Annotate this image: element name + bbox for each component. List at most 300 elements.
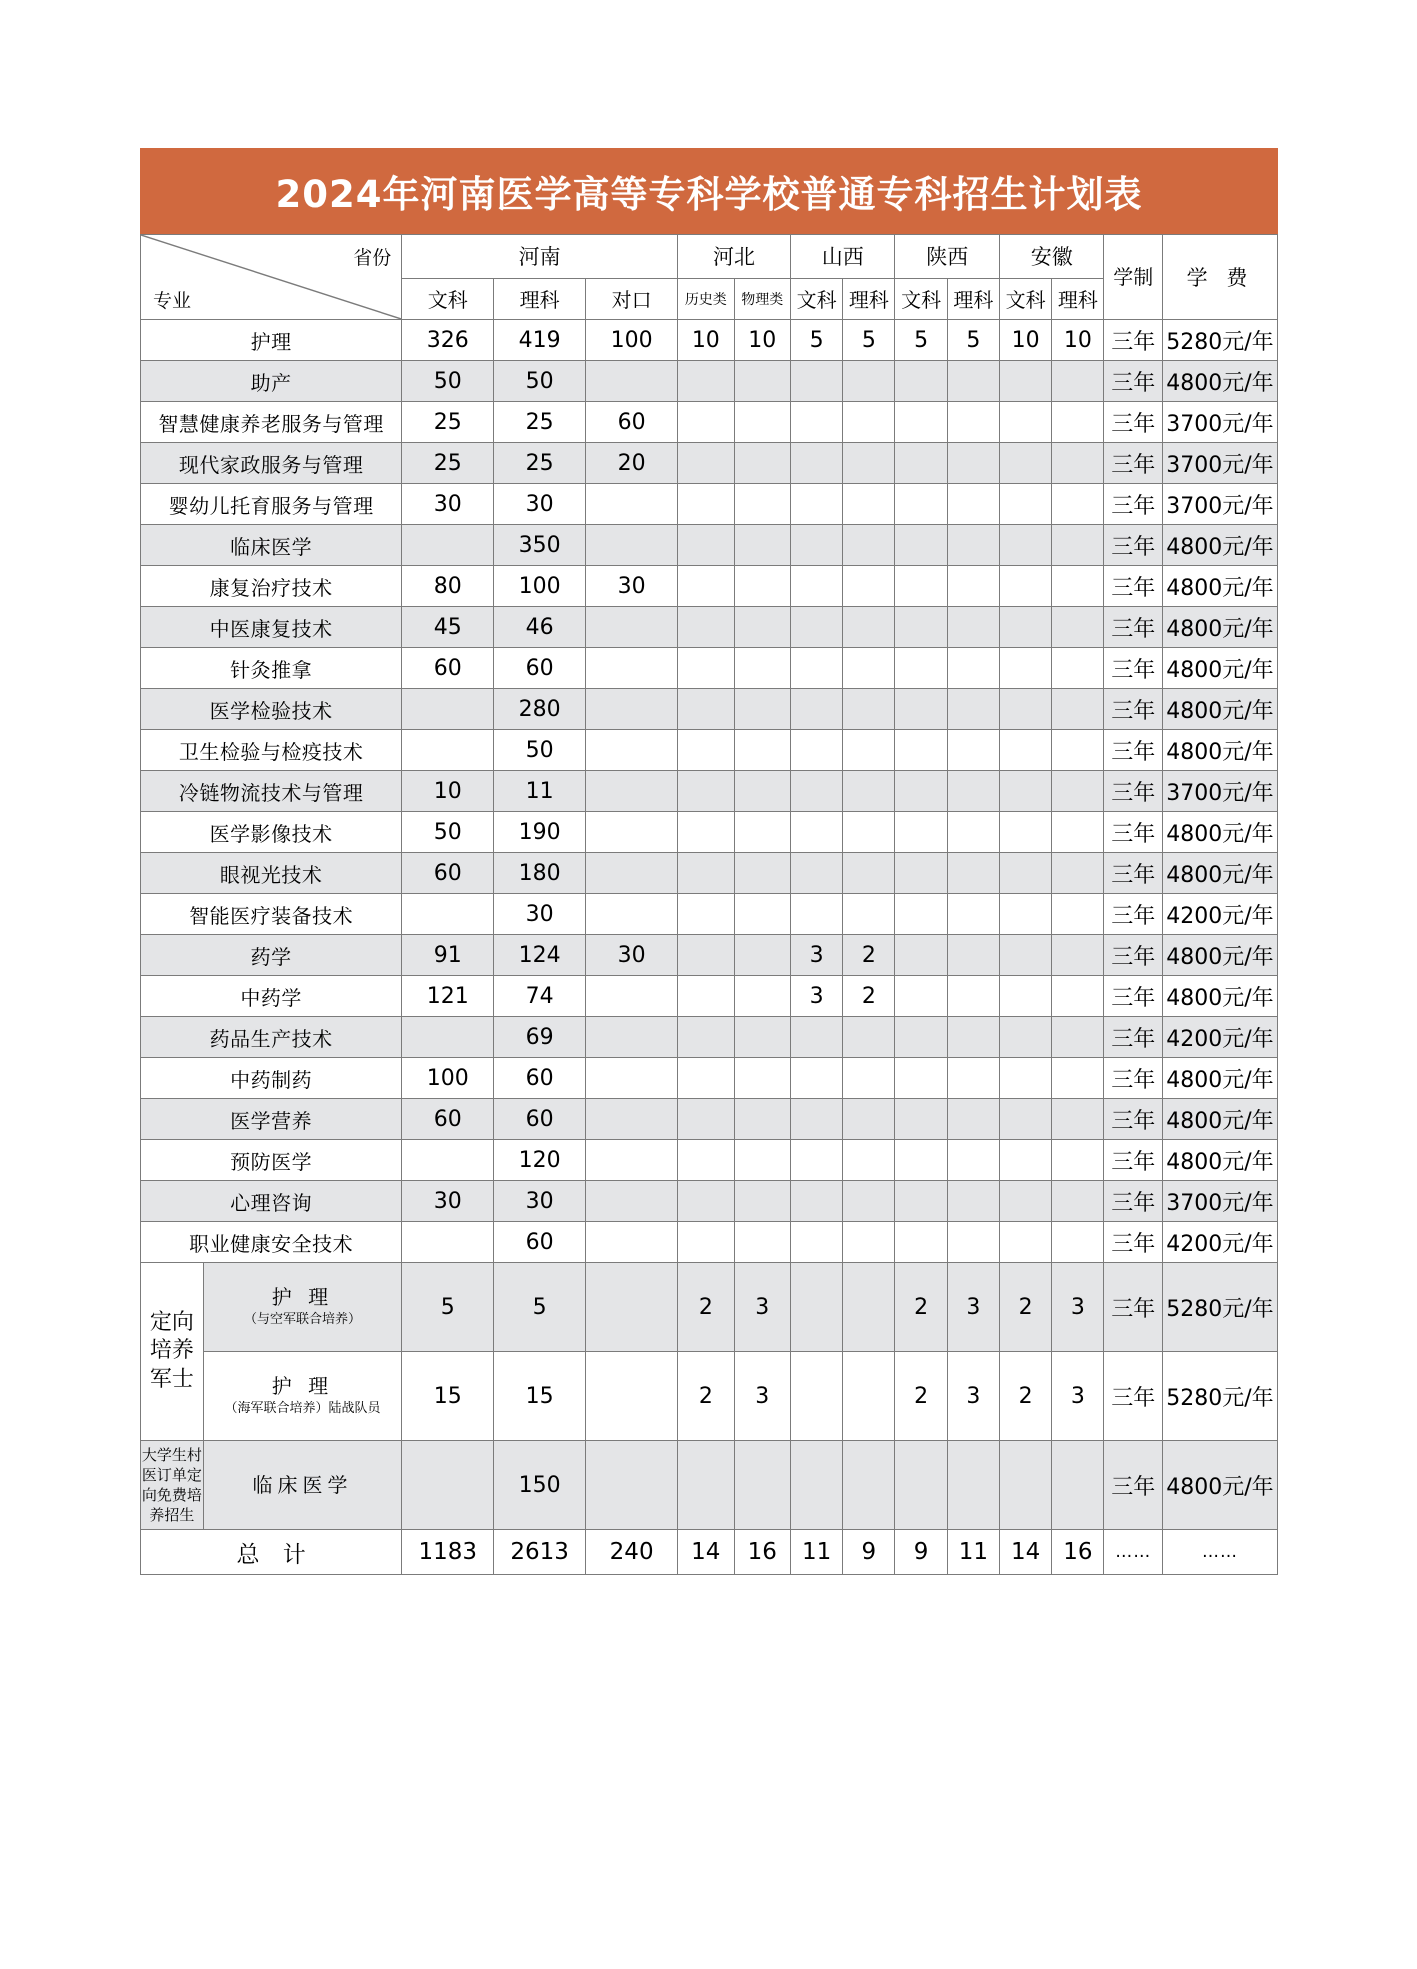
plan-count-cell: 25 — [494, 443, 586, 484]
plan-count-cell: 2 — [999, 1263, 1051, 1352]
plan-count-cell: 91 — [402, 935, 494, 976]
plan-count-cell — [586, 361, 678, 402]
plan-count-cell — [678, 771, 734, 812]
duration-cell: 三年 — [1104, 935, 1163, 976]
duration-cell: 三年 — [1104, 361, 1163, 402]
special-subject-name: 护 理 — [271, 1374, 334, 1399]
plan-count-cell — [843, 1263, 895, 1352]
totals-tuition-cell: …… — [1162, 1530, 1277, 1575]
page-title: 2024年河南医学高等专科学校普通专科招生计划表 — [275, 173, 1143, 216]
plan-count-cell — [999, 443, 1051, 484]
plan-count-cell: 2 — [678, 1352, 734, 1441]
major-name-cell: 冷链物流技术与管理 — [141, 771, 402, 812]
duration-cell: 三年 — [1104, 1058, 1163, 1099]
plan-count-cell — [1052, 1058, 1104, 1099]
plan-count-cell: 10 — [734, 320, 790, 361]
plan-count-cell — [895, 566, 947, 607]
table-body — [141, 320, 1278, 1575]
plan-count-cell — [790, 1222, 842, 1263]
corner-diagonal-cell — [141, 235, 402, 320]
duration-cell: 三年 — [1104, 525, 1163, 566]
plan-count-cell — [734, 648, 790, 689]
major-name-cell: 助产 — [141, 361, 402, 402]
plan-count-cell: 69 — [494, 1017, 586, 1058]
plan-count-cell: 60 — [402, 1099, 494, 1140]
plan-count-cell — [1052, 607, 1104, 648]
table-row — [141, 1140, 1278, 1181]
duration-cell: 三年 — [1104, 1263, 1163, 1352]
duration-cell: 三年 — [1104, 607, 1163, 648]
table-row — [141, 730, 1278, 771]
plan-count-cell — [999, 1181, 1051, 1222]
plan-count-cell — [895, 648, 947, 689]
plan-count-cell — [999, 484, 1051, 525]
plan-count-cell — [586, 648, 678, 689]
plan-count-cell — [790, 1099, 842, 1140]
plan-count-cell: 3 — [947, 1263, 999, 1352]
tuition-cell: 3700元/年 — [1162, 1181, 1277, 1222]
plan-count-cell: 50 — [402, 361, 494, 402]
plan-count-cell: 5 — [947, 320, 999, 361]
major-name-cell: 心理咨询 — [141, 1181, 402, 1222]
duration-cell: 三年 — [1104, 443, 1163, 484]
tuition-cell: 4800元/年 — [1162, 689, 1277, 730]
plan-count-cell — [1052, 812, 1104, 853]
plan-count-cell — [947, 1181, 999, 1222]
plan-count-cell — [1052, 1222, 1104, 1263]
plan-count-cell — [947, 443, 999, 484]
plan-count-cell — [947, 730, 999, 771]
plan-count-cell — [1052, 648, 1104, 689]
tuition-cell: 4800元/年 — [1162, 1058, 1277, 1099]
tuition-cell: 4800元/年 — [1162, 1140, 1277, 1181]
plan-count-cell — [586, 484, 678, 525]
plan-count-cell: 11 — [494, 771, 586, 812]
subheader-hebei-wuli: 物理类 — [734, 278, 790, 320]
major-name-cell: 职业健康安全技术 — [141, 1222, 402, 1263]
plan-count-cell — [734, 443, 790, 484]
plan-count-cell — [402, 730, 494, 771]
tuition-cell: 4800元/年 — [1162, 935, 1277, 976]
plan-count-cell — [843, 566, 895, 607]
subheader-anhui-like: 理科 — [1052, 278, 1104, 320]
plan-count-cell — [895, 1058, 947, 1099]
major-name-cell: 康复治疗技术 — [141, 566, 402, 607]
plan-count-cell — [586, 1352, 678, 1441]
table-row — [141, 1441, 1278, 1530]
tuition-cell: 3700元/年 — [1162, 484, 1277, 525]
special-subject-name: 护 理 — [271, 1285, 334, 1310]
duration-cell: 三年 — [1104, 648, 1163, 689]
table-row — [141, 402, 1278, 443]
subheader-henan-wenke: 文科 — [402, 278, 494, 320]
plan-count-cell: 60 — [494, 1099, 586, 1140]
subheader-shanxi-wenke: 文科 — [790, 278, 842, 320]
plan-count-cell — [586, 1017, 678, 1058]
plan-count-cell — [790, 1181, 842, 1222]
province-group-henan: 河南 — [402, 235, 678, 279]
table-row — [141, 320, 1278, 361]
plan-count-cell — [734, 566, 790, 607]
duration-cell: 三年 — [1104, 1222, 1163, 1263]
table-row — [141, 1058, 1278, 1099]
plan-count-cell — [895, 689, 947, 730]
plan-count-cell — [843, 1181, 895, 1222]
plan-count-cell — [790, 812, 842, 853]
tuition-cell: 4800元/年 — [1162, 566, 1277, 607]
plan-count-cell — [1052, 402, 1104, 443]
plan-count-cell — [843, 1222, 895, 1263]
plan-count-cell — [790, 525, 842, 566]
plan-count-cell: 120 — [494, 1140, 586, 1181]
plan-count-cell — [1052, 1099, 1104, 1140]
duration-cell: 三年 — [1104, 894, 1163, 935]
major-name-cell: 药学 — [141, 935, 402, 976]
plan-count-cell — [947, 484, 999, 525]
special-subject-cell — [203, 1352, 402, 1441]
totals-count-cell: 9 — [843, 1530, 895, 1575]
plan-count-cell — [843, 771, 895, 812]
duration-cell: 三年 — [1104, 853, 1163, 894]
plan-count-cell: 5 — [402, 1263, 494, 1352]
plan-count-cell — [586, 1263, 678, 1352]
plan-count-cell: 50 — [402, 812, 494, 853]
header-duration: 学制 — [1104, 235, 1163, 320]
tuition-cell: 4200元/年 — [1162, 1222, 1277, 1263]
plan-count-cell — [895, 525, 947, 566]
plan-count-cell — [947, 566, 999, 607]
major-name-cell: 智慧健康养老服务与管理 — [141, 402, 402, 443]
plan-count-cell — [734, 361, 790, 402]
plan-count-cell: 30 — [586, 566, 678, 607]
table-row — [141, 566, 1278, 607]
plan-count-cell — [734, 689, 790, 730]
plan-count-cell — [895, 976, 947, 1017]
plan-count-cell — [947, 812, 999, 853]
plan-count-cell — [947, 894, 999, 935]
plan-count-cell: 280 — [494, 689, 586, 730]
plan-count-cell: 121 — [402, 976, 494, 1017]
subheader-shaanxi-like: 理科 — [947, 278, 999, 320]
plan-count-cell: 3 — [1052, 1352, 1104, 1441]
plan-count-cell — [843, 607, 895, 648]
table-row — [141, 771, 1278, 812]
plan-count-cell — [1052, 1017, 1104, 1058]
duration-cell: 三年 — [1104, 402, 1163, 443]
plan-count-cell — [586, 1181, 678, 1222]
plan-count-cell — [790, 566, 842, 607]
plan-count-cell — [1052, 853, 1104, 894]
plan-count-cell: 10 — [678, 320, 734, 361]
plan-count-cell — [843, 525, 895, 566]
subheader-hebei-lishi: 历史类 — [678, 278, 734, 320]
plan-count-cell — [999, 1140, 1051, 1181]
plan-count-cell — [586, 730, 678, 771]
duration-cell: 三年 — [1104, 1017, 1163, 1058]
major-name-cell: 临床医学 — [141, 525, 402, 566]
table-row — [141, 525, 1278, 566]
header-label-major: 专业 — [153, 290, 192, 312]
plan-count-cell: 30 — [586, 935, 678, 976]
plan-count-cell: 326 — [402, 320, 494, 361]
plan-count-cell — [999, 976, 1051, 1017]
plan-count-cell — [895, 1181, 947, 1222]
plan-count-cell — [734, 484, 790, 525]
plan-count-cell — [678, 402, 734, 443]
plan-count-cell — [895, 1099, 947, 1140]
plan-count-cell — [678, 730, 734, 771]
plan-count-cell — [999, 894, 1051, 935]
plan-count-cell: 2 — [895, 1263, 947, 1352]
plan-count-cell — [586, 1058, 678, 1099]
plan-count-cell — [790, 1441, 842, 1530]
plan-count-cell — [678, 566, 734, 607]
plan-count-cell — [734, 1441, 790, 1530]
plan-count-cell — [947, 976, 999, 1017]
table-row — [141, 443, 1278, 484]
plan-count-cell — [999, 853, 1051, 894]
plan-count-cell — [790, 771, 842, 812]
plan-count-cell — [734, 976, 790, 1017]
plan-count-cell — [999, 771, 1051, 812]
table-row — [141, 1099, 1278, 1140]
plan-count-cell — [734, 894, 790, 935]
totals-duration-cell: …… — [1104, 1530, 1163, 1575]
plan-count-cell — [843, 1017, 895, 1058]
plan-count-cell: 2 — [843, 935, 895, 976]
plan-count-cell — [895, 607, 947, 648]
plan-count-cell — [402, 1441, 494, 1530]
duration-cell: 三年 — [1104, 730, 1163, 771]
plan-count-cell — [999, 1441, 1051, 1530]
plan-count-cell — [843, 812, 895, 853]
major-name-cell: 现代家政服务与管理 — [141, 443, 402, 484]
table-row — [141, 689, 1278, 730]
totals-count-cell: 240 — [586, 1530, 678, 1575]
plan-count-cell: 50 — [494, 730, 586, 771]
special-subject-cell — [203, 1263, 402, 1352]
plan-count-cell — [999, 402, 1051, 443]
duration-cell: 三年 — [1104, 976, 1163, 1017]
plan-count-cell — [402, 525, 494, 566]
plan-count-cell — [895, 443, 947, 484]
table-row — [141, 1222, 1278, 1263]
plan-count-cell — [895, 402, 947, 443]
plan-count-cell — [678, 1099, 734, 1140]
plan-count-cell — [895, 771, 947, 812]
plan-count-cell: 60 — [402, 853, 494, 894]
plan-count-cell — [734, 1099, 790, 1140]
plan-count-cell: 2 — [678, 1263, 734, 1352]
tuition-cell: 5280元/年 — [1162, 320, 1277, 361]
plan-count-cell: 3 — [790, 976, 842, 1017]
plan-count-cell — [1052, 361, 1104, 402]
title-banner — [140, 148, 1278, 234]
major-name-cell: 婴幼儿托育服务与管理 — [141, 484, 402, 525]
plan-count-cell: 30 — [494, 894, 586, 935]
plan-count-cell: 74 — [494, 976, 586, 1017]
table-row — [141, 976, 1278, 1017]
plan-count-cell — [843, 1352, 895, 1441]
plan-count-cell — [790, 607, 842, 648]
table-row — [141, 607, 1278, 648]
plan-count-cell: 5 — [494, 1263, 586, 1352]
plan-count-cell — [734, 607, 790, 648]
plan-count-cell — [895, 812, 947, 853]
plan-count-cell — [790, 1140, 842, 1181]
plan-count-cell — [678, 1140, 734, 1181]
plan-count-cell — [1052, 935, 1104, 976]
plan-count-cell: 350 — [494, 525, 586, 566]
subheader-shanxi-like: 理科 — [843, 278, 895, 320]
plan-count-cell — [947, 1099, 999, 1140]
totals-count-cell: 14 — [999, 1530, 1051, 1575]
plan-count-cell: 3 — [947, 1352, 999, 1441]
tuition-cell: 3700元/年 — [1162, 443, 1277, 484]
plan-count-cell — [586, 976, 678, 1017]
plan-count-cell — [790, 689, 842, 730]
tuition-cell: 4200元/年 — [1162, 894, 1277, 935]
duration-cell: 三年 — [1104, 689, 1163, 730]
plan-count-cell: 2 — [843, 976, 895, 1017]
plan-count-cell — [999, 648, 1051, 689]
plan-count-cell — [999, 1058, 1051, 1099]
admission-plan-table — [140, 234, 1278, 1575]
plan-count-cell: 15 — [402, 1352, 494, 1441]
plan-count-cell — [843, 894, 895, 935]
plan-count-cell — [843, 1441, 895, 1530]
tuition-cell: 4800元/年 — [1162, 812, 1277, 853]
table-row — [141, 812, 1278, 853]
plan-count-cell — [790, 1017, 842, 1058]
plan-count-cell — [734, 771, 790, 812]
tuition-cell: 4800元/年 — [1162, 976, 1277, 1017]
plan-count-cell: 10 — [1052, 320, 1104, 361]
plan-count-cell — [734, 935, 790, 976]
tuition-cell: 5280元/年 — [1162, 1352, 1277, 1441]
plan-count-cell: 5 — [790, 320, 842, 361]
plan-count-cell — [947, 607, 999, 648]
special-subject-cell — [203, 1441, 402, 1530]
plan-count-cell — [1052, 730, 1104, 771]
plan-count-cell — [843, 402, 895, 443]
major-name-cell: 卫生检验与检疫技术 — [141, 730, 402, 771]
plan-count-cell — [843, 443, 895, 484]
major-name-cell: 医学营养 — [141, 1099, 402, 1140]
plan-count-cell — [1052, 525, 1104, 566]
plan-count-cell: 150 — [494, 1441, 586, 1530]
plan-count-cell: 5 — [895, 320, 947, 361]
plan-count-cell: 3 — [734, 1352, 790, 1441]
table-row — [141, 1181, 1278, 1222]
plan-count-cell: 45 — [402, 607, 494, 648]
plan-count-cell: 100 — [494, 566, 586, 607]
plan-count-cell — [790, 443, 842, 484]
plan-count-cell — [402, 1017, 494, 1058]
plan-count-cell — [586, 1222, 678, 1263]
table-row — [141, 1263, 1278, 1352]
plan-count-cell — [678, 1181, 734, 1222]
plan-count-cell: 60 — [586, 402, 678, 443]
plan-count-cell — [999, 566, 1051, 607]
table-row — [141, 1017, 1278, 1058]
plan-count-cell — [895, 1441, 947, 1530]
major-name-cell: 药品生产技术 — [141, 1017, 402, 1058]
plan-count-cell: 15 — [494, 1352, 586, 1441]
plan-count-cell — [1052, 484, 1104, 525]
tuition-cell: 4800元/年 — [1162, 1441, 1277, 1530]
table-header — [141, 235, 1278, 320]
special-subject-name: 临床医学 — [252, 1472, 353, 1497]
plan-count-cell: 30 — [402, 1181, 494, 1222]
plan-count-cell — [790, 853, 842, 894]
table-row — [141, 484, 1278, 525]
plan-count-cell: 25 — [494, 402, 586, 443]
plan-count-cell — [734, 1017, 790, 1058]
plan-count-cell — [843, 484, 895, 525]
major-name-cell: 针灸推拿 — [141, 648, 402, 689]
plan-count-cell — [402, 689, 494, 730]
plan-count-cell — [1052, 1140, 1104, 1181]
plan-count-cell: 3 — [734, 1263, 790, 1352]
duration-cell: 三年 — [1104, 812, 1163, 853]
plan-count-cell — [678, 1222, 734, 1263]
duration-cell: 三年 — [1104, 566, 1163, 607]
plan-count-cell — [999, 361, 1051, 402]
major-name-cell: 眼视光技术 — [141, 853, 402, 894]
plan-count-cell — [947, 402, 999, 443]
plan-count-cell: 60 — [402, 648, 494, 689]
plan-count-cell — [843, 1058, 895, 1099]
plan-count-cell — [790, 730, 842, 771]
table-row — [141, 853, 1278, 894]
province-group-shaanxi: 陕西 — [895, 235, 1000, 279]
group-label-military: 定向培养军士 — [141, 1263, 204, 1441]
plan-count-cell: 60 — [494, 648, 586, 689]
totals-label: 总 计 — [141, 1530, 402, 1575]
plan-count-cell — [586, 894, 678, 935]
table-row — [141, 648, 1278, 689]
plan-count-cell: 100 — [586, 320, 678, 361]
plan-count-cell — [790, 402, 842, 443]
plan-count-cell — [947, 1058, 999, 1099]
plan-count-cell — [734, 1222, 790, 1263]
plan-count-cell — [586, 607, 678, 648]
plan-count-cell: 60 — [494, 1222, 586, 1263]
plan-count-cell — [947, 525, 999, 566]
plan-count-cell — [790, 1352, 842, 1441]
totals-count-cell: 11 — [790, 1530, 842, 1575]
plan-count-cell — [895, 935, 947, 976]
totals-count-cell: 16 — [734, 1530, 790, 1575]
plan-count-cell — [734, 730, 790, 771]
major-name-cell: 中药制药 — [141, 1058, 402, 1099]
tuition-cell: 3700元/年 — [1162, 771, 1277, 812]
plan-count-cell — [843, 730, 895, 771]
plan-count-cell — [790, 361, 842, 402]
tuition-cell: 4800元/年 — [1162, 607, 1277, 648]
plan-count-cell — [895, 730, 947, 771]
plan-count-cell — [947, 771, 999, 812]
plan-count-cell — [999, 935, 1051, 976]
special-subject-note: （海军联合培养）陆战队员 — [224, 1401, 381, 1417]
plan-count-cell — [999, 730, 1051, 771]
plan-count-cell — [895, 1222, 947, 1263]
plan-count-cell — [402, 894, 494, 935]
plan-count-cell — [734, 853, 790, 894]
plan-count-cell — [678, 484, 734, 525]
plan-count-cell: 25 — [402, 402, 494, 443]
